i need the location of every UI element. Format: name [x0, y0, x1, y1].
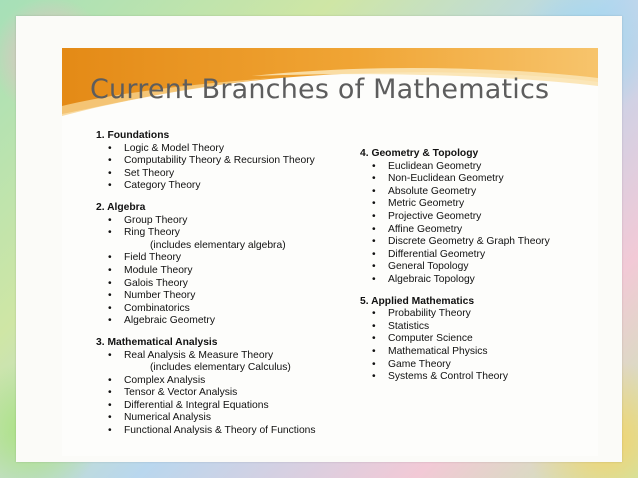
topic-label: Game Theory [388, 358, 451, 370]
topic-label: Algebraic Geometry [124, 315, 215, 327]
topic-item [360, 161, 598, 174]
topic-item [96, 143, 346, 156]
topic-label: General Topology [388, 261, 469, 273]
topic-item [360, 333, 598, 346]
topic-label: Differential Geometry [388, 248, 486, 260]
topic-note: (includes elementary Calculus) [150, 362, 291, 374]
topic-item [96, 412, 346, 425]
section-heading: 4. Geometry & Topology [360, 148, 479, 159]
section-5-applied-mathematics [360, 296, 598, 384]
topic-item [360, 224, 598, 237]
topic-label: Galois Theory [124, 277, 188, 289]
topic-list [96, 215, 346, 328]
topic-list [360, 308, 598, 384]
topic-item [96, 375, 346, 388]
topic-label: Mathematical Physics [388, 345, 488, 357]
topic-label: Real Analysis & Measure Theory [124, 349, 274, 361]
topic-label: Computability Theory & Recursion Theory [124, 155, 315, 167]
topic-label: Differential & Integral Equations [124, 399, 269, 411]
topic-item [96, 387, 346, 400]
topic-item [96, 400, 346, 413]
topic-label: Probability Theory [388, 308, 471, 320]
topic-label: Module Theory [124, 264, 193, 276]
topic-item [96, 350, 346, 375]
section-heading: 2. Algebra [96, 201, 146, 213]
section-heading: 5. Applied Mathematics [360, 295, 475, 307]
topic-item [360, 173, 598, 186]
topic-label: Functional Analysis & Theory of Functions [124, 425, 316, 437]
topic-label: Algebraic Topology [388, 273, 475, 285]
topic-item [96, 265, 346, 278]
topic-item [360, 186, 598, 199]
topic-item [96, 278, 346, 291]
topic-label: Projective Geometry [388, 210, 482, 222]
topic-label: Metric Geometry [388, 198, 465, 210]
topic-label: Category Theory [124, 180, 201, 192]
section-3-mathematical-analysis [96, 337, 346, 438]
topic-item [360, 346, 598, 359]
section-heading: 1. Foundations [96, 130, 170, 141]
topic-item [360, 274, 598, 287]
topic-label: Affine Geometry [388, 223, 463, 235]
slide-frame [16, 16, 622, 462]
topic-label: Systems & Control Theory [388, 371, 508, 383]
topic-item [96, 155, 346, 168]
topic-label: Numerical Analysis [124, 412, 211, 424]
topic-label: Combinatorics [124, 302, 190, 314]
topic-item [96, 315, 346, 328]
topic-label: Statistics [388, 320, 430, 332]
right-column [360, 148, 598, 393]
topic-list [96, 350, 346, 438]
topic-label: Discrete Geometry & Graph Theory [388, 236, 550, 248]
topic-label: Number Theory [124, 290, 196, 302]
topic-label: Ring Theory [124, 227, 180, 239]
section-2-algebra [96, 202, 346, 328]
topic-list [96, 143, 346, 193]
topic-label: Computer Science [388, 333, 473, 345]
topic-label: Complex Analysis [124, 374, 206, 386]
topic-item [360, 371, 598, 384]
topic-item [96, 425, 346, 438]
topic-item [96, 180, 346, 193]
topic-item [360, 211, 598, 224]
topic-item [96, 227, 346, 252]
topic-item [96, 215, 346, 228]
topic-label: Tensor & Vector Analysis [124, 387, 238, 399]
left-column [96, 130, 346, 447]
topic-item [360, 249, 598, 262]
topic-list [360, 161, 598, 287]
section-heading: 3. Mathematical Analysis [96, 336, 218, 348]
section-4-geometry-topology [360, 148, 598, 287]
section-1-foundations [96, 130, 346, 193]
topic-item [360, 261, 598, 274]
topic-item [96, 252, 346, 265]
topic-item [360, 359, 598, 372]
slide [62, 48, 598, 456]
topic-label: Logic & Model Theory [124, 142, 224, 154]
topic-label: Field Theory [124, 252, 182, 264]
topic-item [360, 236, 598, 249]
topic-item [96, 290, 346, 303]
topic-label: Euclidean Geometry [388, 160, 482, 172]
topic-item [96, 168, 346, 181]
topic-label: Absolute Geometry [388, 185, 477, 197]
slide-title: Current Branches of Mathematics [90, 74, 550, 105]
topic-label: Group Theory [124, 214, 188, 226]
topic-label: Set Theory [124, 167, 175, 179]
topic-item [360, 321, 598, 334]
topic-note: (includes elementary algebra) [150, 239, 286, 251]
topic-item [360, 198, 598, 211]
topic-label: Non-Euclidean Geometry [388, 173, 504, 185]
topic-item [96, 303, 346, 316]
topic-item [360, 308, 598, 321]
